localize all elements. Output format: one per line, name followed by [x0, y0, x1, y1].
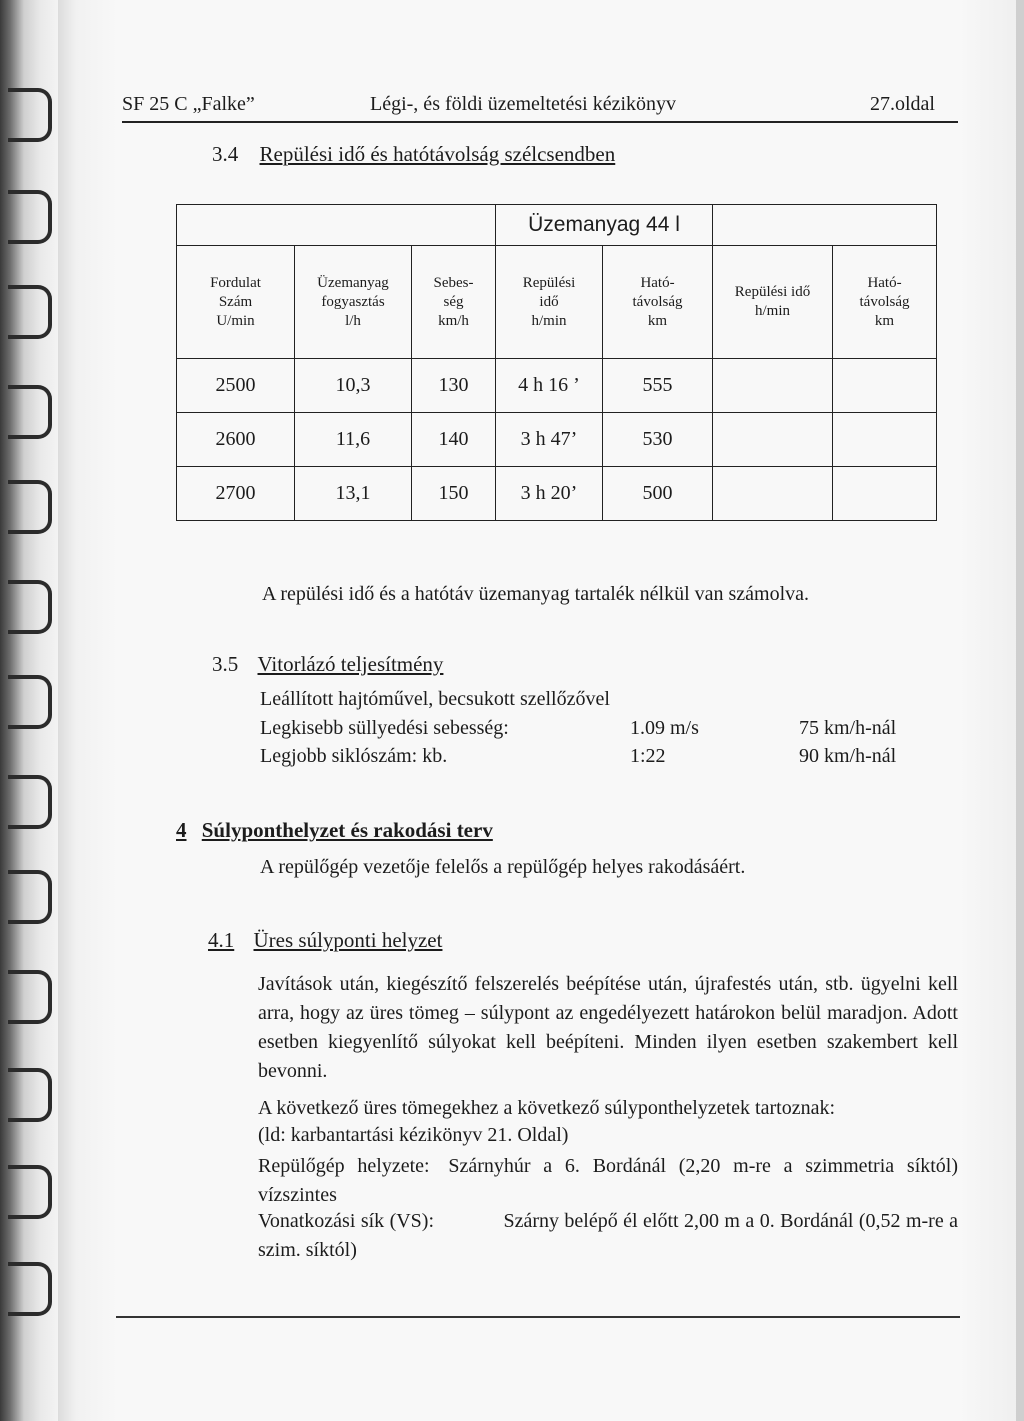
binder-ring — [8, 190, 52, 244]
binder-ring — [8, 870, 52, 924]
aircraft-position-value: Szárnyhúr a 6. Bordánál (2,20 m-re a szimmetria síktól) vízszintes — [258, 1155, 959, 1206]
column-header-range: Ható- távolság km — [603, 246, 713, 359]
section-number: 3.5 — [212, 652, 239, 676]
binder-ring — [8, 385, 52, 439]
table-cell: 555 — [603, 359, 713, 413]
table-note: A repülési idő és a hatótáv üzemanyag tartalék nélkül van számolva. — [262, 583, 810, 605]
cg-intro-line: A következő üres tömegekhez a következő súlyponthelyzetek tartoznak: — [258, 1097, 836, 1119]
page-edge — [1016, 0, 1024, 1421]
table-cell — [713, 467, 833, 521]
binder-ring — [8, 480, 52, 534]
section-title: Repülési idő és hatótávolság szélcsendben — [259, 142, 616, 166]
header-page-number: 27.oldal — [870, 93, 935, 115]
fuel-group-header: Üzemanyag 44 l — [496, 205, 713, 246]
loading-responsibility-text: A repülőgép vezetője felelős a repülőgép helyes rakodásáért. — [260, 856, 746, 878]
section-title: Vitorlázó teljesítmény — [257, 652, 444, 676]
empty-cg-paragraph: Javítások után, kiegészítő felszerelés beépítése után, újrafestés után, stb. ügyelni kell arra, hogy az üres tömeg – súlypont az engedélyezett határokon belül maradjon. Adott esetben kiegyenlítő súlyokat kell beépíteni. Minden ilyen esetben szakembert kell bevonni. — [258, 973, 958, 1082]
section-number: 4.1 — [208, 928, 235, 952]
table-cell — [833, 413, 937, 467]
binder-ring — [8, 580, 52, 634]
section-3-4-heading — [212, 142, 615, 167]
min-sink-label: Legkisebb süllyedési sebesség: — [260, 717, 509, 739]
flight-time-range-table — [176, 204, 937, 521]
glide-condition: Leállított hajtóművel, becsukott szellőzővel — [260, 688, 610, 710]
column-header-flight-time: Repülési idő h/min — [496, 246, 603, 359]
table-cell — [833, 467, 937, 521]
table-cell: 3 h 47’ — [496, 413, 603, 467]
binder-ring — [8, 285, 52, 339]
table-cell: 11,6 — [295, 413, 412, 467]
cg-reference-line: (ld: karbantartási kézikönyv 21. Oldal) — [258, 1124, 569, 1146]
header-rule — [122, 121, 958, 123]
binder-ring — [8, 1165, 52, 1219]
reference-plane-value: Szárny belépő él előtt 2,00 m a 0. Bordánál (0,52 m-re a szim. síktól) — [258, 1210, 958, 1261]
table-row — [177, 467, 937, 521]
binder-ring — [8, 675, 52, 729]
min-sink-speed: 75 km/h-nál — [799, 717, 897, 739]
binder-ring — [8, 970, 52, 1024]
table-group-row — [177, 205, 937, 246]
aircraft-position — [258, 1152, 958, 1210]
column-header-range-2: Ható- távolság km — [833, 246, 937, 359]
table-cell: 2700 — [177, 467, 295, 521]
column-header-speed: Sebes- ség km/h — [412, 246, 496, 359]
best-glide-speed: 90 km/h-nál — [799, 745, 897, 767]
table-cell-empty — [713, 205, 937, 246]
section-3-5-heading — [212, 652, 443, 677]
binder-ring — [8, 775, 52, 829]
section-title: Üres súlyponti helyzet — [253, 928, 443, 952]
table-row — [177, 359, 937, 413]
table-cell — [713, 413, 833, 467]
table-cell: 2500 — [177, 359, 295, 413]
binder-ring — [8, 88, 52, 142]
table-cell: 500 — [603, 467, 713, 521]
binder-ring — [8, 1262, 52, 1316]
table-header-row — [177, 246, 937, 359]
binder-ring — [8, 1068, 52, 1122]
table-cell: 4 h 16 ’ — [496, 359, 603, 413]
section-title: Súlyponthelyzet és rakodási terv — [201, 818, 493, 842]
table-cell: 10,3 — [295, 359, 412, 413]
column-header-rpm: Fordulat Szám U/min — [177, 246, 295, 359]
table-row — [177, 413, 937, 467]
header-model: SF 25 C „Falke” — [122, 93, 255, 115]
best-glide-value: 1:22 — [630, 745, 666, 767]
section-4-1-heading — [208, 928, 442, 953]
table-cell — [713, 359, 833, 413]
table-cell-empty — [177, 205, 496, 246]
section-number: 3.4 — [212, 142, 239, 166]
table-cell: 3 h 20’ — [496, 467, 603, 521]
table-cell: 530 — [603, 413, 713, 467]
table-cell: 2600 — [177, 413, 295, 467]
section-number: 4 — [176, 818, 187, 842]
header-manual-title: Légi-, és földi üzemeltetési kézikönyv — [370, 93, 677, 115]
section-4-heading — [176, 818, 493, 843]
table-cell — [833, 359, 937, 413]
aircraft-position-label: Repülőgép helyzete: — [258, 1155, 430, 1177]
best-glide-label: Legjobb siklószám: kb. — [260, 745, 448, 767]
table-cell: 13,1 — [295, 467, 412, 521]
reference-plane-label: Vonatkozási sík (VS): — [258, 1210, 435, 1232]
min-sink-value: 1.09 m/s — [630, 717, 699, 739]
table-cell: 140 — [412, 413, 496, 467]
reference-plane — [258, 1207, 958, 1265]
table-cell: 150 — [412, 467, 496, 521]
column-header-fuel-consumption: Üzemanyag fogyasztás l/h — [295, 246, 412, 359]
ring-binding — [0, 0, 58, 1421]
column-header-flight-time-2: Repülési idő h/min — [713, 246, 833, 359]
footer-rule — [116, 1316, 960, 1318]
table-cell: 130 — [412, 359, 496, 413]
